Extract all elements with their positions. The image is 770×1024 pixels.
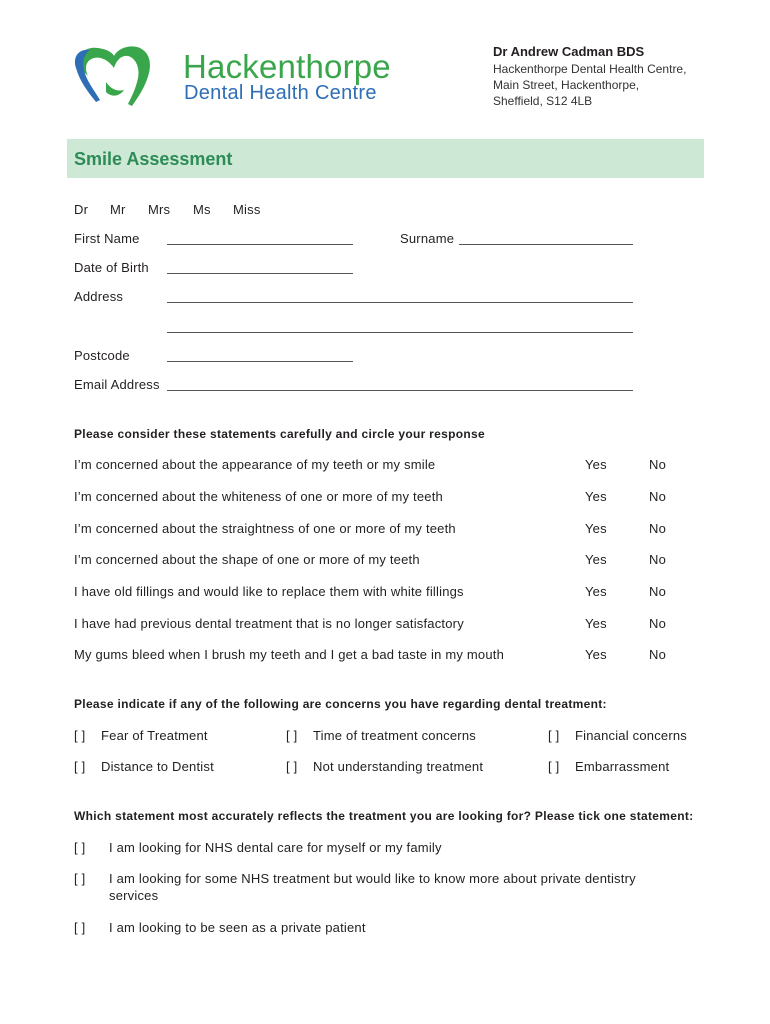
yes-option[interactable]: Yes — [585, 647, 607, 662]
statement-text: I’m concerned about the whiteness of one or more of my teeth — [74, 489, 443, 504]
yes-option[interactable]: Yes — [585, 584, 607, 599]
title-ms[interactable]: Ms — [193, 202, 211, 217]
surname-field[interactable] — [459, 244, 633, 245]
concern-label: Time of treatment concerns — [313, 728, 476, 743]
address-field-2[interactable] — [167, 332, 633, 333]
concern-label: Distance to Dentist — [101, 759, 214, 774]
treatment-option-text: I am looking for NHS dental care for myself or my family — [109, 840, 442, 855]
treatment-heading: Which statement most accurately reflects the treatment you are looking for? Please tick one statement: — [74, 809, 694, 823]
surname-label: Surname — [400, 231, 455, 246]
statement-text: I’m concerned about the straightness of one or more of my teeth — [74, 521, 456, 536]
no-option[interactable]: No — [649, 584, 667, 599]
title-miss[interactable]: Miss — [233, 202, 261, 217]
dob-label: Date of Birth — [74, 260, 149, 275]
concern-label: Financial concerns — [575, 728, 687, 743]
no-option[interactable]: No — [649, 616, 667, 631]
dentist-name: Dr Andrew Cadman BDS — [493, 44, 645, 59]
no-option[interactable]: No — [649, 647, 667, 662]
title-mrs[interactable]: Mrs — [148, 202, 171, 217]
address-line-3: Sheffield, S12 4LB — [493, 94, 593, 108]
yes-option[interactable]: Yes — [585, 489, 607, 504]
concern-checkbox[interactable]: [ ] — [548, 728, 560, 743]
yes-option[interactable]: Yes — [585, 616, 607, 631]
no-option[interactable]: No — [649, 552, 667, 567]
treatment-option-text: I am looking for some NHS treatment but would like to know more about private dentistry — [109, 871, 636, 886]
title-mr[interactable]: Mr — [110, 202, 126, 217]
concern-checkbox[interactable]: [ ] — [74, 759, 86, 774]
treatment-checkbox[interactable]: [ ] — [74, 920, 86, 935]
yes-option[interactable]: Yes — [585, 457, 607, 472]
yes-option[interactable]: Yes — [585, 552, 607, 567]
address-line-1: Hackenthorpe Dental Health Centre, — [493, 62, 687, 76]
title-dr[interactable]: Dr — [74, 202, 89, 217]
email-label: Email Address — [74, 377, 160, 392]
concern-checkbox[interactable]: [ ] — [74, 728, 86, 743]
statement-text: I’m concerned about the shape of one or more of my teeth — [74, 552, 420, 567]
concern-label: Not understanding treatment — [313, 759, 484, 774]
address-label: Address — [74, 289, 124, 304]
treatment-option-text: I am looking to be seen as a private patient — [109, 920, 366, 935]
first-name-label: First Name — [74, 231, 140, 246]
page-title: Smile Assessment — [74, 149, 233, 169]
statement-text: I have had previous dental treatment that is no longer satisfactory — [74, 616, 464, 631]
title-banner — [67, 139, 704, 178]
statement-text: I’m concerned about the appearance of my teeth or my smile — [74, 457, 436, 472]
logo-title: Hackenthorpe — [183, 48, 391, 85]
concerns-heading: Please indicate if any of the following are concerns you have regarding dental treatment: — [74, 697, 607, 711]
postcode-field[interactable] — [167, 361, 353, 362]
logo-subtitle: Dental Health Centre — [184, 82, 377, 104]
statement-text: My gums bleed when I brush my teeth and I get a bad taste in my mouth — [74, 647, 505, 662]
statement-text: I have old fillings and would like to replace them with white fillings — [74, 584, 464, 599]
concern-checkbox[interactable]: [ ] — [286, 728, 298, 743]
no-option[interactable]: No — [649, 521, 667, 536]
address-field-1[interactable] — [167, 302, 633, 303]
email-field[interactable] — [167, 390, 633, 391]
no-option[interactable]: No — [649, 489, 667, 504]
treatment-checkbox[interactable]: [ ] — [74, 840, 86, 855]
treatment-checkbox[interactable]: [ ] — [74, 871, 86, 886]
tooth-logo-icon — [70, 42, 156, 110]
concern-checkbox[interactable]: [ ] — [548, 759, 560, 774]
postcode-label: Postcode — [74, 348, 130, 363]
statements-heading: Please consider these statements carefully and circle your response — [74, 427, 485, 441]
treatment-option-text-continued: services — [109, 888, 159, 903]
concern-checkbox[interactable]: [ ] — [286, 759, 298, 774]
concern-label: Fear of Treatment — [101, 728, 208, 743]
yes-option[interactable]: Yes — [585, 521, 607, 536]
concern-label: Embarrassment — [575, 759, 670, 774]
no-option[interactable]: No — [649, 457, 667, 472]
address-line-2: Main Street, Hackenthorpe, — [493, 78, 640, 92]
dob-field[interactable] — [167, 273, 353, 274]
first-name-field[interactable] — [167, 244, 353, 245]
